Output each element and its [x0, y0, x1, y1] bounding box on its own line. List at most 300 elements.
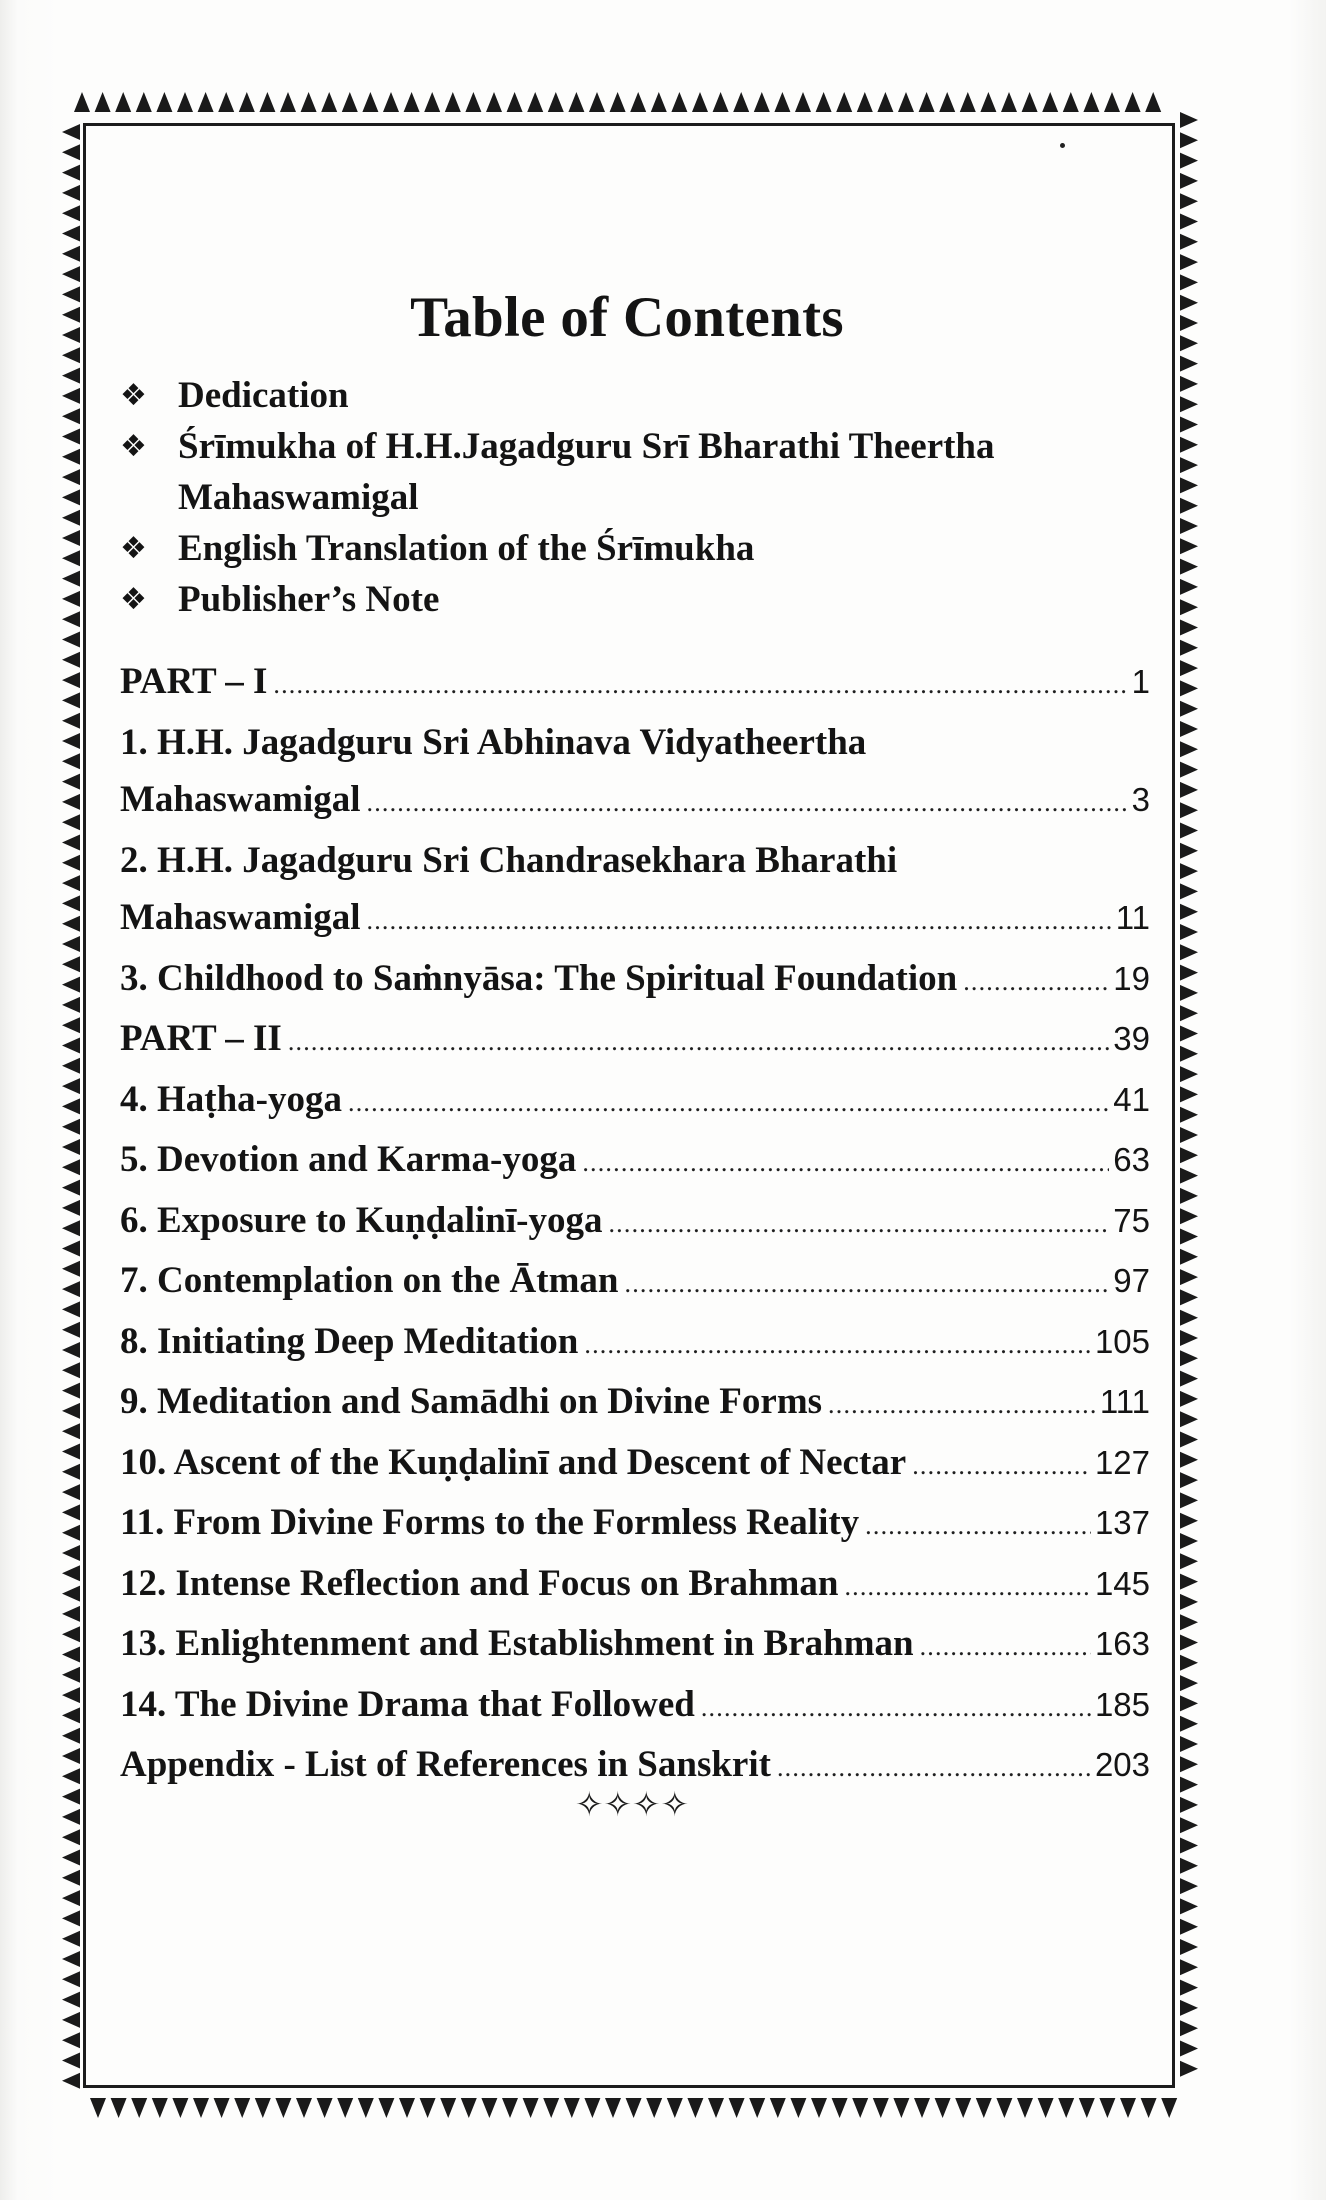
- border-triangle: [62, 1362, 80, 1378]
- toc-entry-title-line1: 1. H.H. Jagadguru Sri Abhinava Vidyatheertha: [120, 721, 867, 763]
- toc-entry[interactable]: [120, 1615, 1150, 1676]
- border-triangle: [543, 2098, 559, 2118]
- border-triangle: [337, 2098, 353, 2118]
- border-triangle: [317, 2098, 333, 2118]
- border-triangle: [62, 1098, 80, 1114]
- border-triangle: [1180, 782, 1198, 798]
- border-triangle: [1180, 579, 1198, 595]
- toc-entry[interactable]: [120, 1010, 1150, 1071]
- toc-entry-title: 12. Intense Reflection and Focus on Brahman: [120, 1562, 839, 1604]
- border-triangle: [877, 92, 893, 112]
- border-triangle: [62, 530, 80, 546]
- border-triangle: [461, 2098, 477, 2118]
- border-triangle: [62, 1444, 80, 1460]
- border-triangle: [1180, 599, 1198, 615]
- border-triangle: [62, 1951, 80, 1967]
- border-triangle: [62, 1687, 80, 1703]
- toc-entry-title: Mahaswamigal: [120, 897, 361, 938]
- border-triangle: [1180, 457, 1198, 473]
- border-triangle: [152, 2098, 168, 2118]
- border-triangle: [62, 916, 80, 932]
- dot-leader: [608, 1195, 1109, 1253]
- border-triangle: [1180, 1208, 1198, 1224]
- border-triangle: [1180, 559, 1198, 575]
- border-triangle: [62, 1525, 80, 1541]
- border-triangle: [62, 1870, 80, 1886]
- front-matter-item[interactable]: [120, 574, 1140, 625]
- border-triangle: [62, 591, 80, 607]
- border-triangle: [523, 2098, 539, 2118]
- toc-page-number: 3: [1131, 781, 1150, 818]
- border-triangle: [1180, 1614, 1198, 1630]
- toc-entry[interactable]: [120, 1313, 1150, 1374]
- border-triangle: [1180, 741, 1198, 757]
- border-triangle: [62, 1058, 80, 1074]
- border-triangle: [610, 92, 626, 112]
- border-triangle: [234, 2098, 250, 2118]
- border-triangle: [1180, 1350, 1198, 1366]
- border-triangle: [62, 571, 80, 587]
- border-triangle: [62, 1586, 80, 1602]
- dot-leader: [701, 1679, 1091, 1737]
- border-triangle: [1180, 396, 1198, 412]
- border-triangle: [667, 2098, 683, 2118]
- border-triangle: [1180, 1675, 1198, 1691]
- border-triangle: [62, 510, 80, 526]
- border-triangle: [62, 368, 80, 384]
- toc-entry-title: PART – II: [120, 1018, 282, 1059]
- border-triangle: [1180, 1858, 1198, 1874]
- border-triangle: [62, 672, 80, 688]
- diamond-bullet-icon: ❖: [120, 429, 147, 464]
- border-triangle: [62, 1829, 80, 1845]
- border-triangle: [1125, 92, 1141, 112]
- border-triangle: [62, 713, 80, 729]
- toc-entry[interactable]: [120, 653, 1150, 714]
- border-triangle: [1180, 1959, 1198, 1975]
- border-triangle: [378, 2098, 394, 2118]
- border-triangle: [62, 489, 80, 505]
- border-triangle: [62, 205, 80, 221]
- border-triangle: [1180, 863, 1198, 879]
- border-triangle: [1180, 1655, 1198, 1671]
- dot-leader: [582, 1134, 1109, 1192]
- border-triangle: [1180, 234, 1198, 250]
- border-triangle: [62, 1484, 80, 1500]
- border-triangle: [62, 2032, 80, 2048]
- border-triangle: [1180, 214, 1198, 230]
- toc-entry-title: 8. Initiating Deep Meditation: [120, 1320, 579, 1362]
- border-triangle: [62, 997, 80, 1013]
- border-triangle: [74, 92, 90, 112]
- border-triangle: [62, 835, 80, 851]
- toc-entry-title: 5. Devotion and Karma-yoga: [120, 1139, 577, 1180]
- border-triangle: [1180, 1838, 1198, 1854]
- front-matter-item[interactable]: [120, 370, 1140, 421]
- border-triangle: [1180, 1980, 1198, 1996]
- toc-page-number: 97: [1113, 1262, 1150, 1299]
- border-triangle: [358, 2098, 374, 2118]
- border-triangle: [1120, 2098, 1136, 2118]
- border-triangle: [1180, 498, 1198, 514]
- border-triangle: [1180, 883, 1198, 899]
- border-triangle: [914, 2098, 930, 2118]
- border-triangle: [1180, 1513, 1198, 1529]
- border-triangle: [193, 2098, 209, 2118]
- border-triangle: [62, 1545, 80, 1561]
- border-triangle: [1180, 680, 1198, 696]
- border-triangle: [687, 2098, 703, 2118]
- dot-leader: [920, 1618, 1091, 1676]
- diamond-bullet-icon: ❖: [120, 582, 147, 617]
- border-triangle: [692, 92, 708, 112]
- border-triangle: [857, 92, 873, 112]
- border-triangle: [218, 92, 234, 112]
- border-triangle: [1180, 1086, 1198, 1102]
- border-triangle: [1180, 904, 1198, 920]
- border-triangle: [1099, 2098, 1115, 2118]
- border-triangle: [1180, 132, 1198, 148]
- toc-entry[interactable]: [120, 1071, 1150, 1132]
- border-triangle: [465, 92, 481, 112]
- border-triangle: [1079, 2098, 1095, 2118]
- page-title: Table of Contents: [410, 286, 844, 349]
- border-triangle: [62, 1606, 80, 1622]
- border-triangle: [584, 2098, 600, 2118]
- border-triangle: [62, 692, 80, 708]
- border-triangle: [62, 977, 80, 993]
- border-triangle: [1001, 92, 1017, 112]
- border-triangle: [62, 1078, 80, 1094]
- border-triangle: [1180, 1107, 1198, 1123]
- border-triangle: [399, 2098, 415, 2118]
- toc-entry-title: PART – I: [120, 661, 268, 702]
- border-triangle: [671, 92, 687, 112]
- dot-leader: [367, 774, 1128, 832]
- border-triangle: [62, 814, 80, 830]
- border-triangle: [527, 92, 543, 112]
- border-triangle: [749, 2098, 765, 2118]
- toc-page-number: 19: [1113, 959, 1150, 997]
- toc-page-number: 39: [1113, 1020, 1150, 1057]
- border-triangle: [1180, 1878, 1198, 1894]
- front-matter-label: English Translation of the Śrīmukha: [178, 528, 755, 569]
- toc-entry[interactable]: [120, 1494, 1150, 1555]
- border-triangle: [1180, 1411, 1198, 1427]
- border-triangle: [95, 92, 111, 112]
- front-matter-item[interactable]: [120, 523, 1140, 574]
- border-triangle: [62, 1423, 80, 1439]
- border-triangle: [1180, 1594, 1198, 1610]
- border-triangle: [1180, 640, 1198, 656]
- border-triangle: [1022, 92, 1038, 112]
- border-triangle: [62, 388, 80, 404]
- border-triangle: [955, 2098, 971, 2118]
- border-triangle: [630, 92, 646, 112]
- border-triangle: [486, 92, 502, 112]
- border-triangle: [568, 92, 584, 112]
- border-triangle: [605, 2098, 621, 2118]
- border-triangle: [62, 753, 80, 769]
- toc-entry-title: 11. From Divine Forms to the Formless Reality: [120, 1502, 860, 1543]
- border-triangle: [62, 226, 80, 242]
- toc-page-number: 1: [1131, 663, 1150, 700]
- border-triangle: [156, 92, 172, 112]
- toc-entry-title: 13. Enlightenment and Establishment in Brahman: [120, 1623, 914, 1664]
- border-triangle: [445, 92, 461, 112]
- border-triangle: [62, 1322, 80, 1338]
- border-triangle: [440, 2098, 456, 2118]
- border-triangle: [62, 1159, 80, 1175]
- border-triangle: [259, 92, 275, 112]
- front-matter-label: Publisher’s Note: [178, 579, 440, 620]
- border-triangle: [1180, 437, 1198, 453]
- border-triangle: [1180, 965, 1198, 981]
- border-triangle: [1180, 1574, 1198, 1590]
- border-triangle: [1180, 660, 1198, 676]
- border-triangle: [1063, 92, 1079, 112]
- border-triangle: [1180, 1249, 1198, 1265]
- border-triangle: [816, 92, 832, 112]
- border-triangle: [62, 144, 80, 160]
- border-triangle: [1180, 1371, 1198, 1387]
- dot-leader: [584, 1316, 1091, 1374]
- border-triangle: [980, 92, 996, 112]
- toc-entry-title: 6. Exposure to Kuṇḍalinī-yoga: [120, 1199, 603, 1241]
- border-triangle: [62, 1565, 80, 1581]
- border-triangle: [131, 2098, 147, 2118]
- border-triangle: [62, 1301, 80, 1317]
- border-triangle: [62, 1768, 80, 1784]
- toc-entry[interactable]: [120, 1252, 1150, 1313]
- toc-entry[interactable]: [120, 1434, 1150, 1495]
- border-triangle: [424, 92, 440, 112]
- border-triangle: [1180, 1919, 1198, 1935]
- border-triangle: [790, 2098, 806, 2118]
- border-triangle: [1180, 1533, 1198, 1549]
- border-triangle: [62, 1261, 80, 1277]
- border-triangle: [62, 429, 80, 445]
- toc-entry[interactable]: [120, 950, 1150, 1011]
- border-triangle: [1180, 1432, 1198, 1448]
- border-triangle: [1180, 254, 1198, 270]
- border-triangle: [62, 1281, 80, 1297]
- border-triangle: [177, 92, 193, 112]
- border-triangle: [1141, 2098, 1157, 2118]
- border-triangle: [939, 92, 955, 112]
- toc-entry[interactable]: [120, 1192, 1150, 1253]
- border-triangle: [852, 2098, 868, 2118]
- toc-page-number: 41: [1113, 1080, 1150, 1118]
- border-triangle: [1104, 92, 1120, 112]
- dot-leader: [844, 1558, 1090, 1616]
- border-triangle: [1180, 924, 1198, 940]
- border-triangle: [708, 2098, 724, 2118]
- border-triangle: [1180, 193, 1198, 209]
- toc-entry-title: 14. The Divine Drama that Followed: [120, 1683, 695, 1725]
- border-triangle: [646, 2098, 662, 2118]
- border-triangle: [62, 956, 80, 972]
- closing-ornament-icon: ✧✧✧✧: [575, 1785, 689, 1825]
- border-triangle: [811, 2098, 827, 2118]
- border-triangle: [62, 1403, 80, 1419]
- toc-entry[interactable]: [120, 1676, 1150, 1737]
- toc-page-number: 137: [1094, 1504, 1150, 1541]
- border-triangle: [62, 1139, 80, 1155]
- border-triangle: [342, 92, 358, 112]
- border-triangle: [1180, 518, 1198, 534]
- border-triangle: [1180, 1188, 1198, 1204]
- dot-leader: [912, 1437, 1091, 1495]
- border-triangle: [1180, 1452, 1198, 1468]
- border-triangle: [275, 2098, 291, 2118]
- border-triangle: [62, 875, 80, 891]
- border-triangle: [62, 469, 80, 485]
- border-triangle: [1180, 1310, 1198, 1326]
- border-triangle: [62, 2053, 80, 2069]
- toc-page-number: 111: [1099, 1383, 1150, 1420]
- border-triangle: [62, 1504, 80, 1520]
- border-triangle: [1180, 721, 1198, 737]
- border-triangle: [62, 1200, 80, 1216]
- border-triangle: [62, 1119, 80, 1135]
- border-triangle: [1180, 2061, 1198, 2077]
- border-triangle: [1180, 1553, 1198, 1569]
- border-triangle: [1180, 376, 1198, 392]
- border-triangle: [111, 2098, 127, 2118]
- border-triangle: [62, 1707, 80, 1723]
- border-triangle: [280, 92, 296, 112]
- border-triangle: [1180, 1127, 1198, 1143]
- border-triangle: [1180, 1716, 1198, 1732]
- border-triangle: [1180, 2020, 1198, 2036]
- border-triangle: [651, 92, 667, 112]
- border-triangle: [62, 1971, 80, 1987]
- border-triangle: [1180, 1736, 1198, 1752]
- border-triangle: [62, 1647, 80, 1663]
- border-triangle: [62, 1342, 80, 1358]
- border-triangle: [1145, 92, 1161, 112]
- border-triangle: [1180, 173, 1198, 189]
- border-triangle: [733, 92, 749, 112]
- border-triangle: [62, 1992, 80, 2008]
- toc-page-number: 75: [1113, 1201, 1150, 1239]
- border-triangle: [62, 1241, 80, 1257]
- border-triangle: [898, 92, 914, 112]
- border-triangle: [1180, 1026, 1198, 1042]
- border-triangle: [873, 2098, 889, 2118]
- toc-entry-title: 3. Childhood to Saṁnyāsa: The Spiritual Foundation: [120, 957, 958, 999]
- toc-entry[interactable]: [120, 1555, 1150, 1616]
- toc-entry[interactable]: [120, 1131, 1150, 1192]
- border-triangle: [62, 855, 80, 871]
- border-triangle: [564, 2098, 580, 2118]
- dot-leader: [828, 1376, 1096, 1434]
- border-triangle: [1038, 2098, 1054, 2118]
- border-triangle: [1180, 112, 1198, 128]
- border-triangle: [239, 92, 255, 112]
- border-triangle: [62, 611, 80, 627]
- border-triangle: [626, 2098, 642, 2118]
- border-triangle: [976, 2098, 992, 2118]
- border-triangle: [1180, 843, 1198, 859]
- border-triangle: [62, 936, 80, 952]
- border-triangle: [62, 1728, 80, 1744]
- border-triangle: [1161, 2098, 1177, 2118]
- border-triangle: [548, 92, 564, 112]
- front-matter-label: Śrīmukha of H.H.Jagadguru Srī Bharathi Theertha Mahaswamigal: [178, 426, 995, 518]
- border-triangle: [383, 92, 399, 112]
- dot-leader: [865, 1497, 1091, 1555]
- border-triangle: [1180, 802, 1198, 818]
- toc-entry[interactable]: [120, 714, 1150, 832]
- border-triangle: [404, 92, 420, 112]
- border-triangle: [1042, 92, 1058, 112]
- toc-page-number: 63: [1113, 1141, 1150, 1178]
- border-triangle: [1180, 1330, 1198, 1346]
- toc-entry[interactable]: [120, 832, 1150, 950]
- border-triangle: [1180, 2041, 1198, 2057]
- border-triangle: [1180, 1695, 1198, 1711]
- toc-entry-title: 4. Haṭha-yoga: [120, 1078, 342, 1120]
- toc-page-number: 163: [1094, 1625, 1150, 1662]
- toc-entry-title: 7. Contemplation on the Ātman: [120, 1260, 619, 1301]
- border-triangle: [1180, 762, 1198, 778]
- toc-entry-title: 9. Meditation and Samādhi on Divine Forms: [120, 1381, 823, 1422]
- border-triangle: [1180, 944, 1198, 960]
- border-triangle: [255, 2098, 271, 2118]
- border-triangle: [296, 2098, 312, 2118]
- toc-entry-title: Appendix - List of References in Sanskrit: [120, 1744, 771, 1785]
- print-speck: [1060, 143, 1065, 148]
- border-triangle: [1180, 1492, 1198, 1508]
- border-triangle: [62, 652, 80, 668]
- border-triangle: [62, 895, 80, 911]
- border-triangle: [1180, 823, 1198, 839]
- border-triangle: [481, 2098, 497, 2118]
- toc-entry[interactable]: [120, 1373, 1150, 1434]
- toc-entry-title: Mahaswamigal: [120, 779, 361, 820]
- front-matter-item[interactable]: [120, 421, 1140, 523]
- border-triangle: [1180, 1168, 1198, 1184]
- toc-entry-title: 10. Ascent of the Kuṇḍalinī and Descent of Nectar: [120, 1441, 907, 1483]
- diamond-bullet-icon: ❖: [120, 378, 147, 413]
- border-triangle: [62, 1931, 80, 1947]
- border-triangle: [774, 92, 790, 112]
- dot-leader: [288, 1013, 1109, 1071]
- border-triangle: [62, 266, 80, 282]
- dot-leader: [348, 1074, 1109, 1132]
- toc-page-number: 203: [1094, 1746, 1150, 1783]
- front-matter-label: Dedication: [178, 375, 349, 416]
- toc-page-number: 11: [1115, 899, 1150, 936]
- border-triangle: [893, 2098, 909, 2118]
- toc-entry-title-line1: 2. H.H. Jagadguru Sri Chandrasekhara Bharathi: [120, 839, 898, 881]
- border-triangle: [1180, 417, 1198, 433]
- border-triangle: [1180, 2000, 1198, 2016]
- border-triangle: [1058, 2098, 1074, 2118]
- border-triangle: [321, 92, 337, 112]
- dot-leader: [963, 953, 1109, 1011]
- dot-leader: [367, 892, 1112, 950]
- border-triangle: [836, 92, 852, 112]
- border-triangle: [919, 92, 935, 112]
- front-matter-list: [120, 370, 1140, 625]
- border-triangle: [1180, 1756, 1198, 1772]
- border-triangle: [62, 1017, 80, 1033]
- toc-list: [120, 653, 1150, 1797]
- border-triangle: [62, 246, 80, 262]
